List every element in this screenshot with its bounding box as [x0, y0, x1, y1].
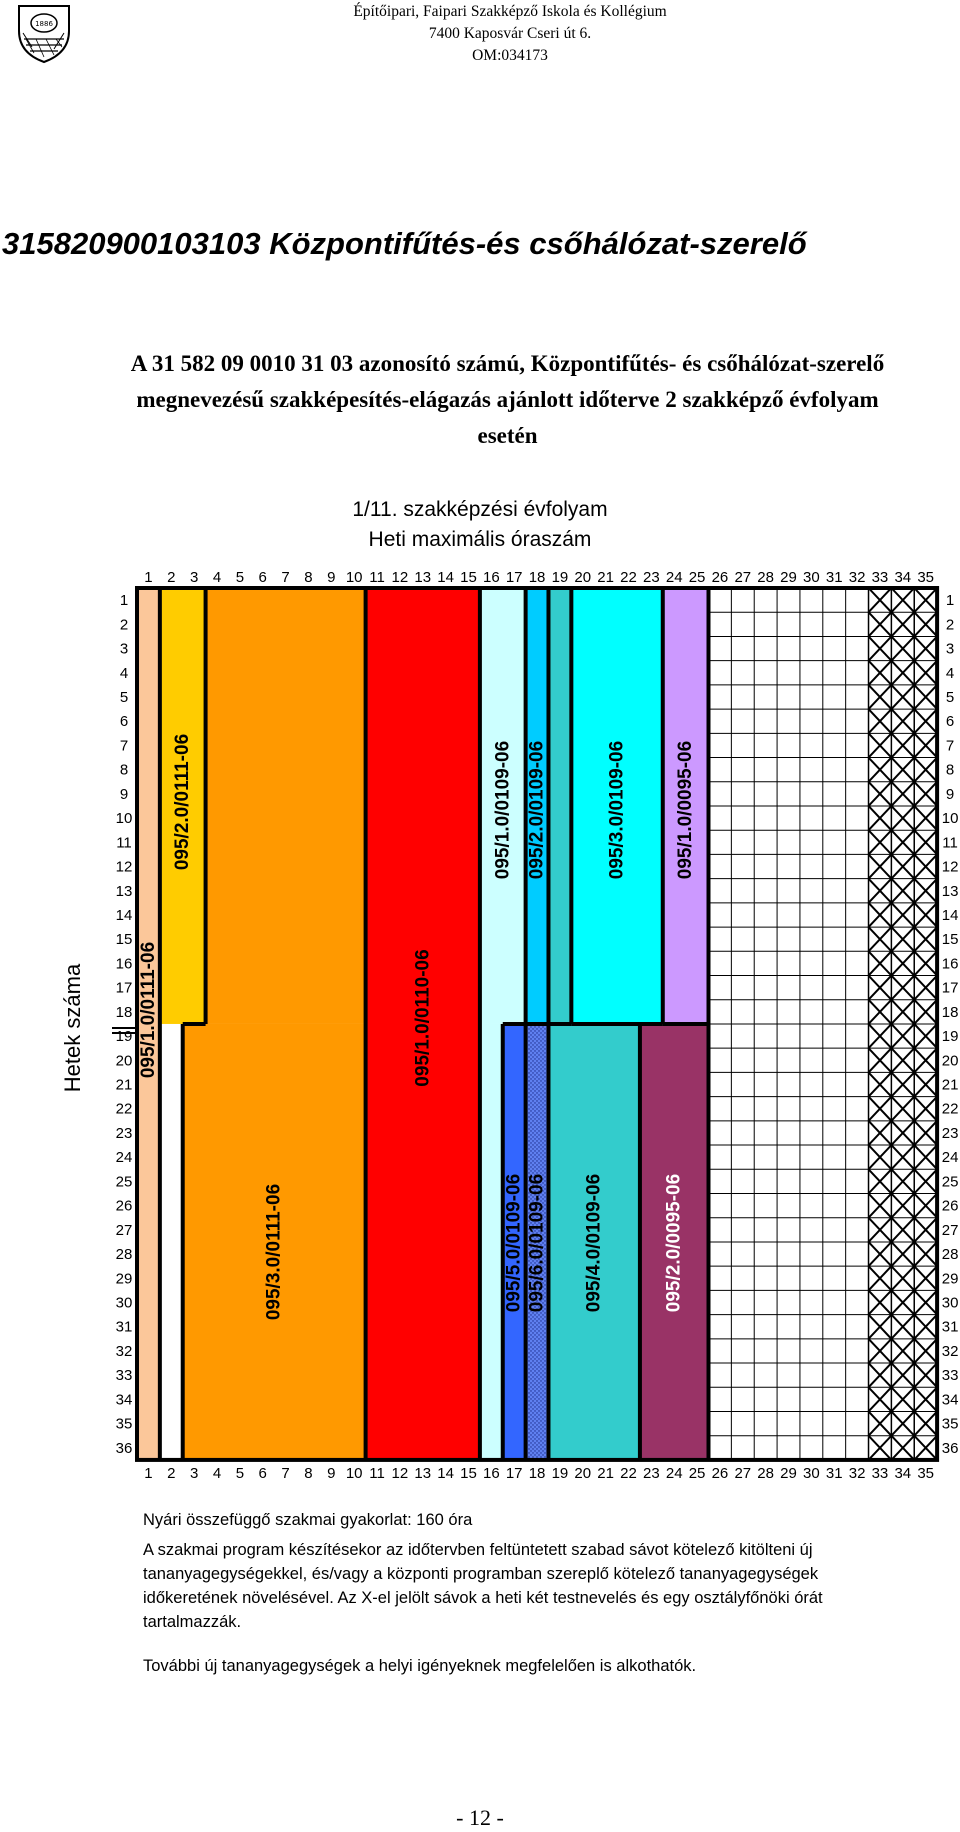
y-tick-label-right: 29	[941, 1270, 959, 1288]
x-tick-label-top: 20	[574, 569, 592, 586]
y-tick-label-right: 36	[941, 1439, 959, 1457]
y-tick-label-left: 2	[119, 616, 129, 634]
x-tick-label-top: 19	[551, 569, 569, 586]
plan-heading-line2: megnevezésű szakképesítés-elágazás ajánlott időterve 2 szakképző évfolyam	[136, 387, 879, 412]
x-tick-label-bottom: 16	[482, 1464, 500, 1482]
x-tick-label-bottom: 13	[414, 1464, 432, 1482]
x-tick-label-top: 4	[212, 569, 222, 586]
y-tick-label-right: 9	[945, 785, 955, 803]
x-tick-label-top: 31	[825, 569, 843, 586]
x-tick-label-bottom: 10	[345, 1464, 363, 1482]
y-tick-label-left: 20	[115, 1052, 133, 1070]
block-label: 095/4.0/0109-06	[583, 1173, 605, 1313]
x-tick-label-bottom: 23	[643, 1464, 660, 1482]
x-tick-label-top: 8	[304, 569, 313, 586]
y-tick-label-right: 27	[941, 1221, 959, 1239]
x-tick-label-bottom: 17	[505, 1464, 523, 1482]
y-tick-label-right: 2	[945, 616, 955, 634]
y-tick-label-right: 17	[941, 979, 959, 997]
x-tick-label-bottom: 11	[369, 1464, 385, 1482]
x-tick-label-top: 28	[757, 569, 774, 586]
x-tick-label-top: 32	[848, 569, 866, 586]
x-tick-label-bottom: 32	[848, 1464, 866, 1482]
x-tick-label-bottom: 7	[281, 1464, 290, 1482]
x-tick-label-top: 10	[345, 569, 363, 586]
block-label: 095/2.0/0111-06	[172, 733, 194, 871]
y-tick-label-left: 21	[115, 1076, 133, 1094]
summer-practice-note: Nyári összefüggő szakmai gyakorlat: 160 óra	[143, 1511, 473, 1529]
plan-heading-line3: esetén	[477, 423, 538, 448]
note-paragraph-line3: időkeretének növelésével. Az X-el jelölt sávok a heti két testnevelés és egy osztályfőnöki órát	[143, 1589, 823, 1607]
y-tick-label-right: 33	[941, 1367, 959, 1385]
y-tick-label-right: 18	[941, 1003, 959, 1021]
x-tick-label-top: 7	[281, 569, 290, 586]
y-tick-label-left: 16	[115, 955, 133, 973]
x-tick-label-bottom: 33	[871, 1464, 889, 1482]
y-tick-label-right: 23	[941, 1124, 959, 1142]
block-label: 095/6.0/0109-06	[526, 1173, 548, 1313]
x-tick-label-bottom: 14	[437, 1464, 454, 1482]
x-tick-label-bottom: 15	[460, 1464, 477, 1482]
x-tick-label-bottom: 24	[665, 1464, 683, 1482]
x-tick-label-top: 34	[894, 569, 912, 586]
y-tick-label-right: 28	[941, 1246, 959, 1264]
x-tick-label-top: 21	[597, 569, 614, 586]
y-tick-label-left: 12	[115, 858, 133, 876]
y-tick-label-left: 8	[119, 761, 129, 779]
x-tick-label-top: 35	[917, 569, 935, 586]
y-tick-label-left: 7	[119, 737, 129, 755]
y-tick-label-left: 32	[115, 1342, 133, 1360]
y-axis-label: Hetek száma	[60, 963, 85, 1093]
x-tick-label-bottom: 27	[734, 1464, 752, 1482]
y-tick-label-left: 14	[115, 906, 133, 924]
block-label: 095/3.0/0109-06	[606, 740, 628, 880]
x-tick-label-top: 1	[144, 569, 153, 586]
x-tick-label-top: 17	[505, 569, 523, 586]
x-tick-label-bottom: 8	[304, 1464, 313, 1482]
chart-title-line1: 1/11. szakképzési évfolyam	[352, 498, 608, 521]
x-tick-label-top: 23	[643, 569, 660, 586]
y-tick-label-right: 21	[941, 1076, 959, 1094]
y-tick-label-left: 33	[115, 1367, 133, 1385]
block-label: 095/2.0/0109-06	[526, 740, 548, 880]
x-tick-label-bottom: 26	[711, 1464, 729, 1482]
y-tick-label-left: 34	[115, 1391, 133, 1409]
note-paragraph-line4: tartalmazzák.	[143, 1613, 242, 1631]
block-label: 095/3.0/0111-06	[263, 1183, 285, 1321]
y-tick-label-left: 31	[115, 1318, 133, 1336]
y-tick-label-left: 36	[115, 1439, 133, 1457]
school-name: Építőipari, Faipari Szakképző Iskola és Kollégium	[353, 3, 667, 20]
y-tick-label-left: 27	[115, 1221, 133, 1239]
y-tick-label-left: 4	[119, 664, 129, 682]
y-tick-label-right: 20	[941, 1052, 959, 1070]
y-tick-label-right: 5	[945, 688, 955, 706]
y-tick-label-left: 18	[115, 1003, 133, 1021]
y-tick-label-right: 10	[941, 810, 959, 828]
plan-heading-line1: A 31 582 09 0010 31 03 azonosító számú, Központifűtés- és csőhálózat-szerelő	[130, 351, 885, 376]
x-tick-label-top: 24	[665, 569, 683, 586]
y-tick-label-left: 23	[115, 1124, 133, 1142]
y-tick-label-right: 13	[941, 882, 959, 900]
x-tick-label-bottom: 25	[688, 1464, 706, 1482]
y-tick-label-right: 6	[945, 713, 955, 731]
x-tick-label-bottom: 19	[551, 1464, 569, 1482]
y-tick-label-right: 16	[941, 955, 959, 973]
x-tick-label-top: 26	[711, 569, 729, 586]
block-label: 095/5.0/0109-06	[503, 1173, 525, 1313]
additional-note: További új tananyagegységek a helyi igényeknek megfelelően is alkothatók.	[143, 1657, 697, 1675]
x-tick-label-top: 27	[734, 569, 752, 586]
y-tick-label-left: 17	[115, 979, 133, 997]
x-tick-label-bottom: 35	[917, 1464, 935, 1482]
y-tick-label-left: 35	[115, 1415, 133, 1433]
note-paragraph-line2: tananyagegységekkel, és/vagy a központi programban szereplő kötelező tananyagegységek	[143, 1565, 819, 1583]
y-tick-label-left: 15	[115, 931, 133, 949]
y-tick-label-right: 4	[945, 664, 955, 682]
y-tick-label-right: 11	[942, 834, 958, 852]
y-tick-label-left: 22	[115, 1100, 133, 1118]
y-tick-label-right: 1	[945, 592, 955, 610]
y-tick-label-left: 9	[119, 785, 129, 803]
x-tick-label-top: 14	[437, 569, 454, 586]
x-tick-label-bottom: 20	[574, 1464, 592, 1482]
y-tick-label-right: 14	[941, 906, 959, 924]
chart-title-line2: Heti maximális óraszám	[368, 528, 592, 551]
note-paragraph-line1: A szakmai program készítésekor az időtervben feltüntetett szabad sávot kötelező kitölteni új	[143, 1541, 813, 1559]
y-tick-label-right: 26	[941, 1197, 959, 1215]
y-tick-label-left: 19	[115, 1028, 133, 1046]
x-tick-label-top: 12	[391, 569, 409, 586]
x-tick-label-bottom: 5	[235, 1464, 245, 1482]
x-tick-label-top: 2	[167, 569, 176, 586]
x-tick-label-bottom: 22	[620, 1464, 637, 1482]
y-tick-label-right: 34	[941, 1391, 959, 1409]
y-tick-label-right: 12	[941, 858, 959, 876]
school-address: 7400 Kaposvár Cseri út 6.	[428, 25, 592, 42]
y-tick-label-left: 5	[119, 688, 129, 706]
x-tick-label-bottom: 34	[894, 1464, 912, 1482]
x-tick-label-top: 11	[369, 569, 385, 586]
y-tick-label-left: 6	[119, 713, 129, 731]
y-tick-label-left: 13	[115, 882, 133, 900]
x-tick-label-bottom: 18	[528, 1464, 546, 1482]
x-tick-label-bottom: 3	[189, 1464, 199, 1482]
block-label: 095/2.0/0095-06	[663, 1173, 685, 1313]
y-tick-label-right: 7	[945, 737, 955, 755]
y-tick-label-left: 25	[115, 1173, 133, 1191]
block-label: 095/1.0/0109-06	[492, 740, 514, 880]
y-tick-label-left: 3	[119, 640, 129, 658]
y-tick-label-right: 24	[941, 1149, 959, 1167]
y-tick-label-right: 30	[941, 1294, 959, 1312]
y-tick-label-right: 19	[941, 1028, 959, 1046]
y-tick-label-left: 30	[115, 1294, 133, 1312]
y-tick-label-right: 3	[945, 640, 955, 658]
y-tick-label-right: 25	[941, 1173, 959, 1191]
x-tick-label-bottom: 1	[144, 1464, 153, 1482]
y-tick-label-right: 22	[941, 1100, 959, 1118]
page-title: 315820900103103 Központifűtés-és csőhálózat-szerelő	[2, 226, 807, 261]
y-tick-label-right: 15	[941, 931, 959, 949]
x-tick-label-top: 30	[803, 569, 820, 586]
x-tick-label-top: 18	[528, 569, 546, 586]
x-tick-label-bottom: 2	[167, 1464, 176, 1482]
x-tick-label-bottom: 6	[258, 1464, 267, 1482]
y-tick-label-left: 24	[115, 1149, 133, 1167]
om-code: OM:034173	[472, 47, 548, 64]
y-tick-label-right: 35	[941, 1415, 959, 1433]
y-tick-label-left: 11	[116, 834, 132, 852]
x-tick-label-top: 22	[620, 569, 637, 586]
block-095-3-0-0111-06	[206, 588, 366, 1024]
y-tick-label-left: 29	[115, 1270, 133, 1288]
x-tick-label-bottom: 29	[780, 1464, 797, 1482]
x-tick-label-top: 3	[189, 569, 199, 586]
x-tick-label-top: 9	[327, 569, 336, 586]
x-tick-label-top: 6	[258, 569, 267, 586]
block-label: 095/1.0/0110-06	[412, 949, 434, 1087]
page-number: - 12 -	[456, 1805, 504, 1830]
y-tick-label-left: 10	[115, 810, 133, 828]
y-tick-label-left: 28	[115, 1246, 133, 1264]
x-tick-label-bottom: 12	[391, 1464, 409, 1482]
x-tick-label-top: 16	[482, 569, 500, 586]
block-segment	[548, 588, 571, 1024]
x-tick-label-bottom: 31	[825, 1464, 843, 1482]
x-tick-label-bottom: 28	[757, 1464, 774, 1482]
x-tick-label-top: 33	[871, 569, 889, 586]
x-tick-label-top: 13	[414, 569, 432, 586]
x-tick-label-top: 15	[460, 569, 477, 586]
x-tick-label-bottom: 9	[327, 1464, 336, 1482]
block-label: 095/1.0/0095-06	[675, 740, 697, 880]
x-tick-label-bottom: 30	[803, 1464, 820, 1482]
block-segment	[480, 1024, 503, 1460]
y-tick-label-right: 32	[941, 1342, 959, 1360]
block-label: 095/1.0/0111-06	[137, 941, 159, 1079]
y-tick-label-left: 26	[115, 1197, 133, 1215]
x-tick-label-top: 25	[688, 569, 706, 586]
x-tick-label-top: 29	[780, 569, 797, 586]
x-tick-label-bottom: 4	[212, 1464, 222, 1482]
y-tick-label-right: 8	[945, 761, 955, 779]
x-tick-label-top: 5	[235, 569, 245, 586]
logo-year: 1886	[35, 20, 53, 28]
y-tick-label-right: 31	[941, 1318, 959, 1336]
x-tick-label-bottom: 21	[597, 1464, 614, 1482]
y-tick-label-left: 1	[119, 592, 129, 610]
